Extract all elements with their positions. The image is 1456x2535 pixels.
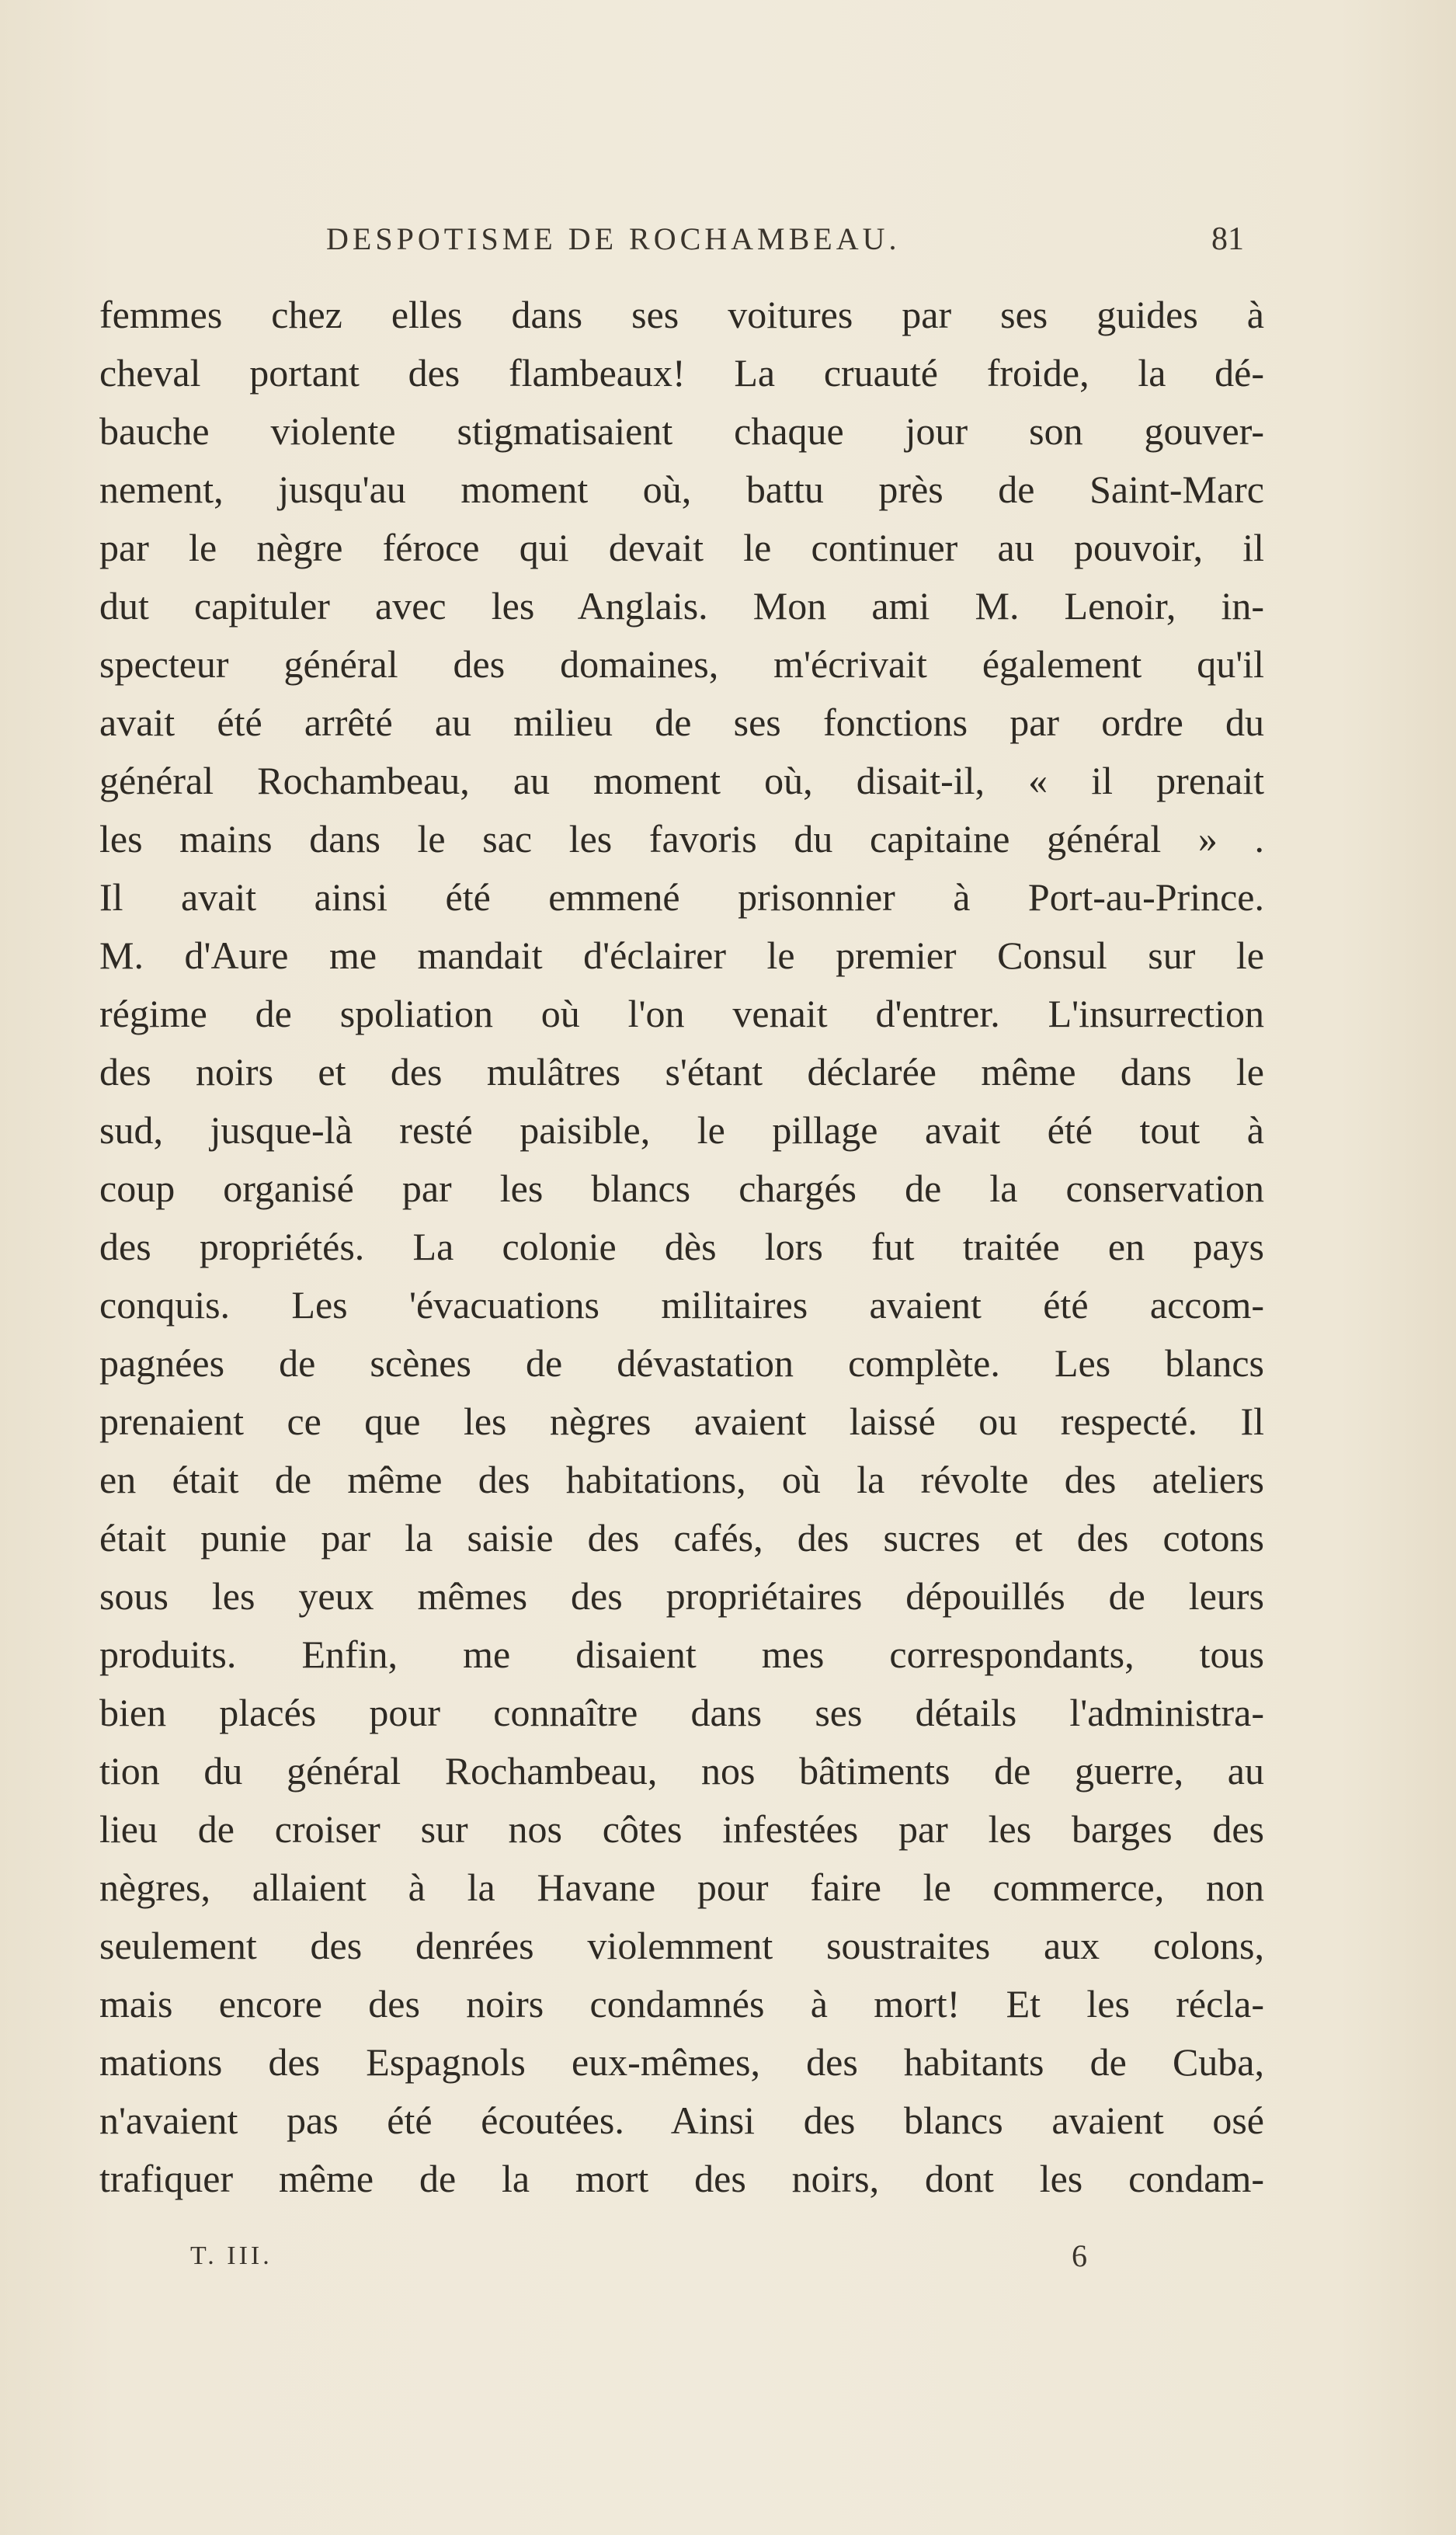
text-line: mais encore des noirs condamnés à mort! Et les récla-	[99, 1982, 1264, 2026]
page-footer	[0, 2233, 1456, 2279]
text-line: mations des Espagnols eux-mêmes, des habitants de Cuba,	[99, 2040, 1264, 2084]
text-line: avait été arrêté au milieu de ses fonctions par ordre du	[99, 701, 1264, 744]
text-line: tion du général Rochambeau, nos bâtiments de guerre, au	[99, 1749, 1264, 1793]
text-line: nement, jusqu'au moment où, battu près de Saint-Marc	[99, 468, 1264, 511]
text-line: bien placés pour connaître dans ses détails l'administra-	[99, 1691, 1264, 1734]
text-line: sous les yeux mêmes des propriétaires dépouillés de leurs	[99, 1574, 1264, 1618]
running-title: DESPOTISME DE ROCHAMBEAU.	[326, 221, 901, 256]
running-head	[0, 216, 1456, 263]
text-line: bauche violente stigmatisaient chaque jour son gouver-	[99, 409, 1264, 453]
body-text	[99, 286, 1264, 2208]
text-line: dut capituler avec les Anglais. Mon ami M. Lenoir, in-	[99, 584, 1264, 628]
text-line: conquis. Les 'évacuations militaires avaient été accom-	[99, 1283, 1264, 1327]
text-line: seulement des denrées violemment soustraites aux colons,	[99, 1924, 1264, 1967]
text-line: n'avaient pas été écoutées. Ainsi des blancs avaient osé	[99, 2099, 1264, 2142]
text-line: lieu de croiser sur nos côtes infestées par les barges des	[99, 1807, 1264, 1851]
text-line: des noirs et des mulâtres s'étant déclarée même dans le	[99, 1050, 1264, 1094]
text-line: specteur général des domaines, m'écrivait également qu'il	[99, 642, 1264, 686]
text-line: trafiquer même de la mort des noirs, dont les condam-	[99, 2157, 1264, 2200]
text-line: en était de même des habitations, où la révolte des ateliers	[99, 1458, 1264, 1501]
text-line: nègres, allaient à la Havane pour faire le commerce, non	[99, 1866, 1264, 1909]
signature-mark: 6	[1072, 2238, 1087, 2273]
text-line: les mains dans le sac les favoris du capitaine général » .	[99, 817, 1264, 861]
text-line: était punie par la saisie des cafés, des sucres et des cotons	[99, 1516, 1264, 1560]
text-line: général Rochambeau, au moment où, disait-il, « il prenait	[99, 759, 1264, 802]
text-line: coup organisé par les blancs chargés de la conservation	[99, 1167, 1264, 1210]
text-line: régime de spoliation où l'on venait d'entrer. L'insurrection	[99, 992, 1264, 1035]
text-line: femmes chez elles dans ses voitures par ses guides à	[99, 293, 1264, 336]
page-number: 81	[1211, 221, 1244, 257]
text-line: par le nègre féroce qui devait le continuer au pouvoir, il	[99, 526, 1264, 569]
volume-mark: T. III.	[190, 2241, 273, 2270]
text-line: Il avait ainsi été emmené prisonnier à Port-au-Prince.	[99, 875, 1264, 919]
text-line: produits. Enfin, me disaient mes correspondants, tous	[99, 1633, 1264, 1676]
text-line: sud, jusque-là resté paisible, le pillage avait été tout à	[99, 1108, 1264, 1152]
text-line: des propriétés. La colonie dès lors fut traitée en pays	[99, 1225, 1264, 1268]
text-line: M. d'Aure me mandait d'éclairer le premier Consul sur le	[99, 934, 1264, 977]
text-line: pagnées de scènes de dévastation complète. Les blancs	[99, 1341, 1264, 1385]
text-line: prenaient ce que les nègres avaient laissé ou respecté. Il	[99, 1400, 1264, 1443]
text-line: cheval portant des flambeaux! La cruauté froide, la dé-	[99, 351, 1264, 395]
